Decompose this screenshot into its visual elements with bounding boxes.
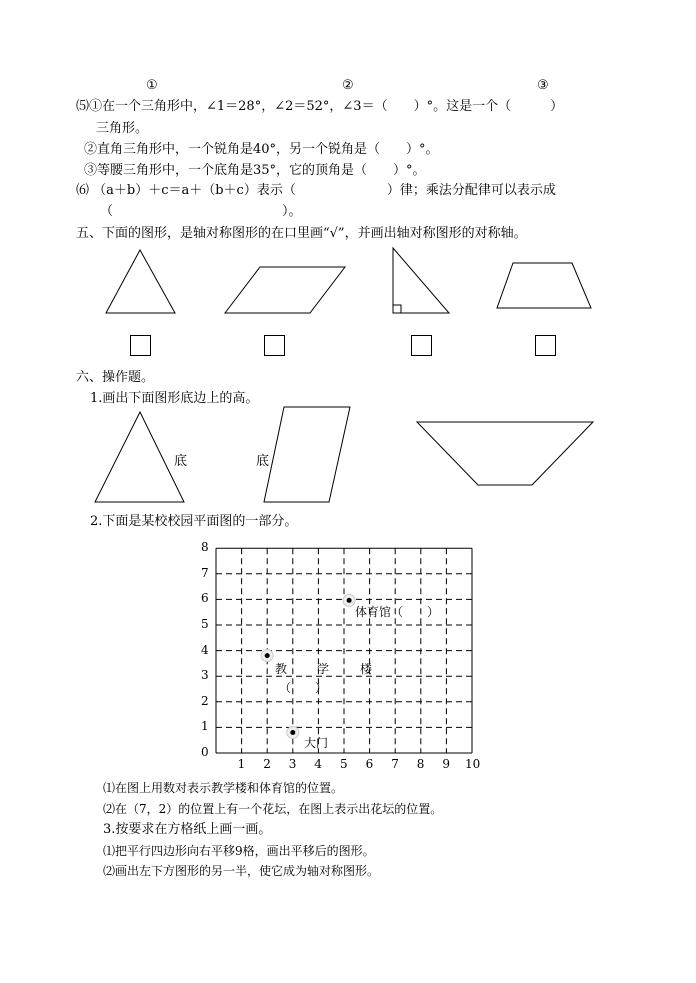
campus-grid xyxy=(216,548,472,753)
q6-line2: （ ）。 xyxy=(100,204,302,219)
x-tick-label: 10 xyxy=(465,757,481,771)
x-tick-label: 1 xyxy=(237,757,246,771)
triangle-height-shape xyxy=(95,412,184,502)
y-tick-label: 8 xyxy=(201,540,209,555)
x-tick-label: 9 xyxy=(442,757,451,771)
x-tick-label: 2 xyxy=(263,757,271,771)
q6-line1: ⑹ （a＋b）＋c＝a＋（b＋c）表示（ ）律；乘法分配律可以表示成 xyxy=(76,183,556,198)
base-label-parallelogram: 底 xyxy=(256,454,270,469)
section6-p3: 3.按要求在方格纸上画一画。 xyxy=(103,822,272,837)
q5-item1: ⑸①在一个三角形中，∠1＝28°，∠2＝52°，∠3＝（ ）°。这是一个（ ） xyxy=(76,99,564,114)
checkbox-trapezoid[interactable] xyxy=(535,335,556,356)
y-tick-label: 5 xyxy=(201,617,209,631)
y-tick-label: 1 xyxy=(201,719,209,734)
y-tick-label: 7 xyxy=(201,565,209,580)
p3-q1: ⑴把平行四边形向右平移9格，画出平移后的图形。 xyxy=(103,844,375,858)
circle-label-3: ③ xyxy=(537,78,549,93)
gym-label: 体育馆（ ） xyxy=(355,605,440,619)
gate-point xyxy=(290,730,295,735)
p2-q1: ⑴在图上用数对表示教学楼和体育馆的位置。 xyxy=(103,781,344,795)
circle-label-1: ① xyxy=(146,78,158,93)
x-tick-label: 6 xyxy=(365,757,374,771)
checkbox-parallelogram[interactable] xyxy=(264,335,285,356)
q5-item2: ②直角三角形中，一个锐角是40°，另一个锐角是（ ）°。 xyxy=(84,142,439,157)
inverted-trapezoid-shape xyxy=(417,422,593,485)
x-tick-label: 4 xyxy=(314,757,323,771)
right-triangle-shape xyxy=(393,248,449,313)
y-tick-label: 4 xyxy=(201,642,209,657)
section6-p2: 2.下面是某校校园平面图的一部分。 xyxy=(90,514,298,529)
parallelogram-shape xyxy=(225,267,345,313)
y-tick-label: 6 xyxy=(201,591,209,606)
equilateral-triangle-shape xyxy=(106,250,175,313)
section6-p1: 1.画出下面图形底边上的高。 xyxy=(90,391,259,406)
q5-item1-cont: 三角形。 xyxy=(96,121,149,136)
y-tick-label: 3 xyxy=(201,668,209,683)
teach-char-1: 教 xyxy=(275,662,288,676)
teaching-building-point xyxy=(265,653,270,658)
teach-char-3: 楼 xyxy=(360,662,373,676)
parallelogram-height-shape xyxy=(264,407,350,502)
teach-char-2: 学 xyxy=(317,662,330,676)
base-label-triangle: 底 xyxy=(174,454,188,469)
p3-q2: ⑵画出左下方图形的另一半，使它成为轴对称图形。 xyxy=(103,864,380,878)
teach-paren: （ ） xyxy=(279,681,328,695)
x-tick-label: 3 xyxy=(288,757,297,771)
x-tick-label: 7 xyxy=(391,757,399,771)
gym-point xyxy=(347,598,352,603)
q5-item3: ③等腰三角形中，一个底角是35°，它的顶角是（ ）°。 xyxy=(84,163,426,178)
checkbox-right-triangle[interactable] xyxy=(411,335,432,356)
checkbox-triangle[interactable] xyxy=(130,335,151,356)
x-tick-label: 5 xyxy=(340,757,348,771)
gate-label: 大门 xyxy=(304,736,329,750)
circle-label-2: ② xyxy=(342,78,354,93)
y-tick-label: 2 xyxy=(201,693,209,708)
y-tick-label: 0 xyxy=(201,745,209,759)
trapezoid-shape xyxy=(497,263,591,308)
section6-title: 六、操作题。 xyxy=(76,370,155,385)
right-angle-mark xyxy=(393,305,401,313)
section5-title: 五、下面的图形，是轴对称图形的在口里画“√”，并画出轴对称图形的对称轴。 xyxy=(76,226,527,241)
x-tick-label: 8 xyxy=(416,757,425,771)
p2-q2: ⑵在（7，2）的位置上有一个花坛，在图上表示出花坛的位置。 xyxy=(103,802,443,816)
